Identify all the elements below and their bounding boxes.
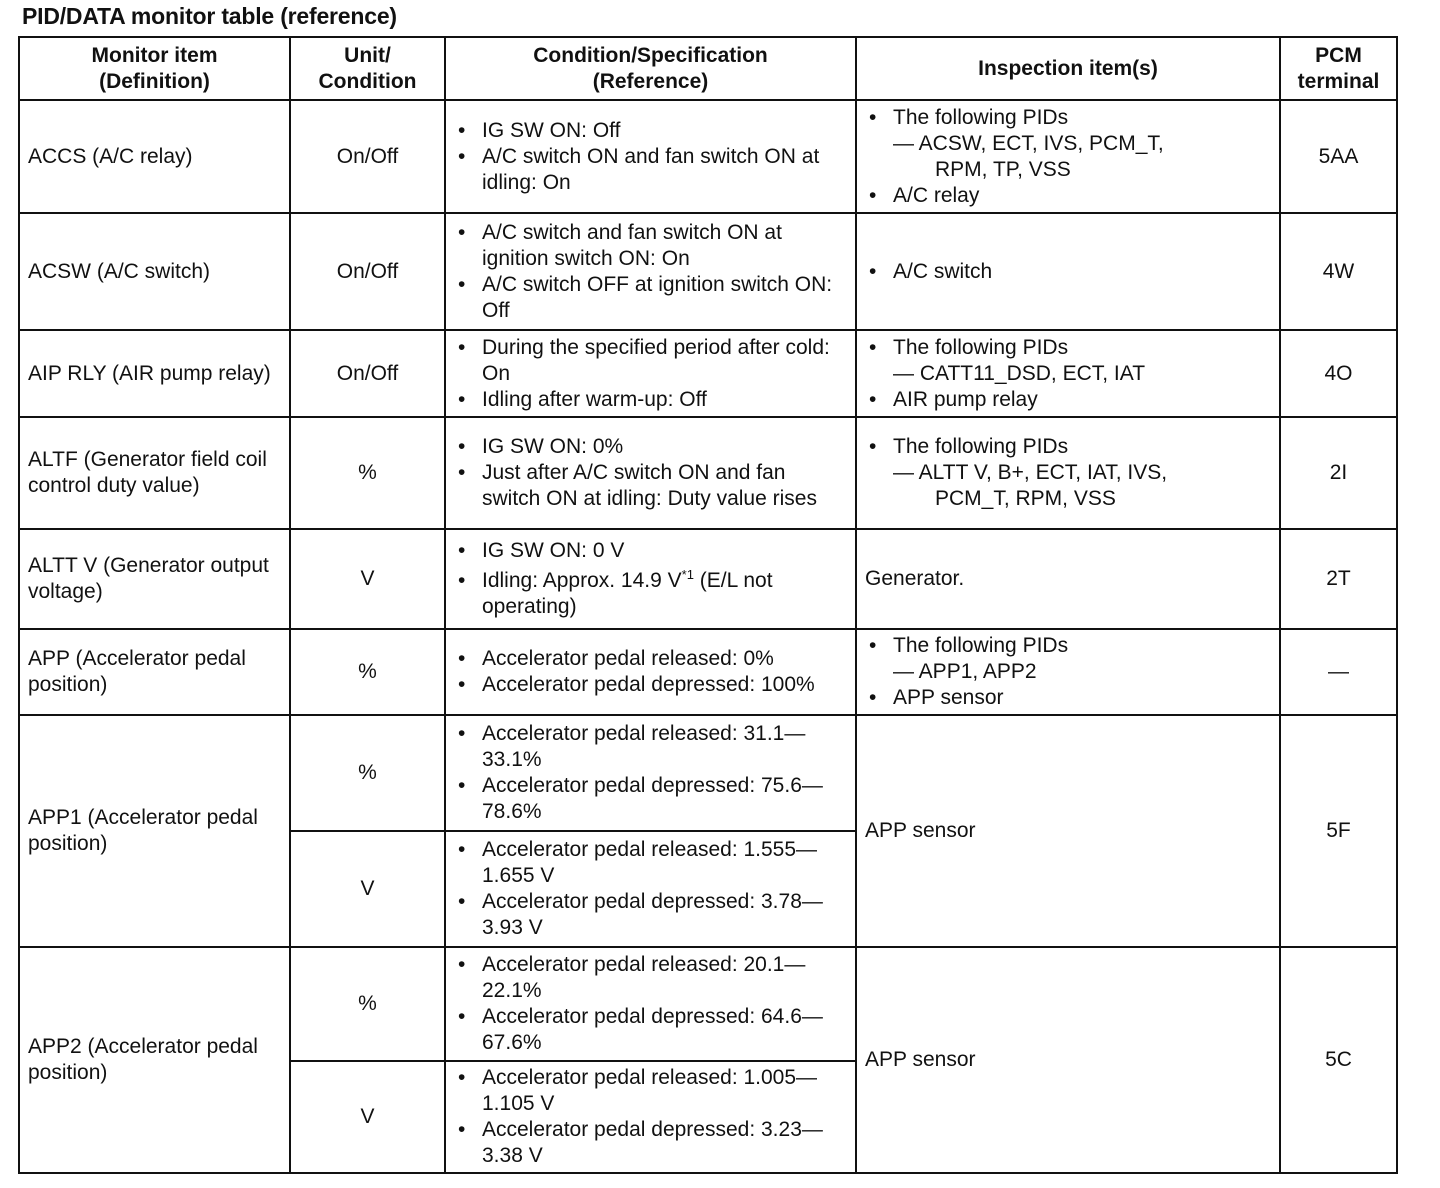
condition-text: (E/L not operating) — [482, 569, 773, 618]
condition-bullet: • Accelerator pedal depressed: 75.6—78.6% — [454, 773, 847, 825]
inspection-bullet: • A/C relay — [865, 183, 1271, 209]
table-row-altf — [19, 417, 1397, 529]
condition-spec — [445, 529, 856, 629]
monitor-item: APP (Accelerator pedal position) — [19, 629, 290, 715]
unit-condition: V — [290, 831, 445, 947]
unit-condition: V — [290, 529, 445, 629]
condition-bullet: • Accelerator pedal depressed: 3.23—3.38 V — [454, 1117, 847, 1169]
inspection-bullet: • AIR pump relay — [865, 387, 1271, 413]
condition-spec — [445, 417, 856, 529]
monitor-item: ALTF (Generator field coil control duty value) — [19, 417, 290, 529]
pid-list-line: — ACSW, ECT, IVS, PCM_T, — [893, 131, 1164, 155]
table-row-app2 — [19, 947, 1397, 1061]
unit-condition: On/Off — [290, 330, 445, 417]
pcm-terminal: 5F — [1280, 715, 1397, 947]
pcm-terminal: 2I — [1280, 417, 1397, 529]
unit-condition: V — [290, 1061, 445, 1173]
unit-condition: On/Off — [290, 213, 445, 330]
condition-bullet: • Accelerator pedal released: 1.005—1.105 V — [454, 1065, 847, 1117]
condition-bullet: • Accelerator pedal released: 0% — [454, 646, 847, 672]
monitor-item: ACCS (A/C relay) — [19, 100, 290, 213]
unit-condition: % — [290, 417, 445, 529]
condition-bullet: • IG SW ON: 0% — [454, 434, 847, 460]
unit-condition: % — [290, 629, 445, 715]
inspection-items: APP sensor — [856, 947, 1280, 1173]
inspection-bullet: • A/C switch — [865, 259, 1271, 285]
monitor-item: AIP RLY (AIR pump relay) — [19, 330, 290, 417]
condition-spec — [445, 715, 856, 831]
table-row-app — [19, 629, 1397, 715]
inspection-bullet: • The following PIDs — [865, 105, 1271, 131]
condition-spec — [445, 213, 856, 330]
inspection-items — [856, 100, 1280, 213]
condition-bullet: • Accelerator pedal depressed: 64.6—67.6% — [454, 1004, 847, 1056]
inspection-items — [856, 629, 1280, 715]
unit-condition: % — [290, 715, 445, 831]
header-monitor-item: Monitor item (Definition) — [19, 37, 290, 100]
monitor-item: ACSW (A/C switch) — [19, 213, 290, 330]
condition-bullet — [454, 568, 847, 620]
condition-spec — [445, 1061, 856, 1173]
condition-text: Idling: Approx. 14.9 V — [482, 569, 682, 592]
inspection-bullet: • The following PIDs — [865, 335, 1271, 361]
condition-bullet: • During the specified period after cold: On — [454, 335, 847, 387]
table-row-altt-v — [19, 529, 1397, 629]
pcm-terminal: 4W — [1280, 213, 1397, 330]
page-title: PID/DATA monitor table (reference) — [22, 3, 397, 29]
inspection-items: Generator. — [856, 529, 1280, 629]
pid-list-line: — ALTT V, B+, ECT, IAT, IVS, — [893, 461, 1168, 484]
pid-list-line: RPM, TP, VSS — [935, 157, 1071, 181]
condition-bullet: • IG SW ON: Off — [454, 118, 847, 144]
condition-spec — [445, 947, 856, 1061]
condition-spec — [445, 629, 856, 715]
table-row-accs — [19, 100, 1397, 213]
condition-bullet: • A/C switch OFF at ignition switch ON: Off — [454, 272, 847, 324]
table-row-app1 — [19, 715, 1397, 831]
inspection-items — [856, 330, 1280, 417]
inspection-items — [856, 213, 1280, 330]
unit-condition: On/Off — [290, 100, 445, 213]
unit-condition: % — [290, 947, 445, 1061]
pcm-terminal: 4O — [1280, 330, 1397, 417]
condition-bullet: • Accelerator pedal released: 1.555—1.655 V — [454, 837, 847, 889]
condition-bullet: • Accelerator pedal depressed: 3.78—3.93 V — [454, 889, 847, 941]
condition-bullet: • Idling after warm-up: Off — [454, 387, 847, 413]
pcm-terminal: 2T — [1280, 529, 1397, 629]
inspection-bullet: • The following PIDs — [865, 633, 1271, 659]
inspection-bullet: • The following PIDs — [865, 434, 1271, 460]
pid-list-line: PCM_T, RPM, VSS — [935, 487, 1116, 510]
header-unit-condition: Unit/ Condition — [290, 37, 445, 100]
pcm-terminal: 5C — [1280, 947, 1397, 1173]
condition-bullet: • Accelerator pedal released: 31.1—33.1% — [454, 721, 847, 773]
monitor-item: ALTT V (Generator output voltage) — [19, 529, 290, 629]
pcm-terminal: — — [1280, 629, 1397, 715]
header-pcm-terminal: PCM terminal — [1280, 37, 1397, 100]
condition-bullet: • Accelerator pedal depressed: 100% — [454, 672, 847, 698]
condition-bullet: • Accelerator pedal released: 20.1—22.1% — [454, 952, 847, 1004]
inspection-items: APP sensor — [856, 715, 1280, 947]
table-row-acsw — [19, 213, 1397, 330]
header-condition-specification: Condition/Specification (Reference) — [445, 37, 856, 100]
monitor-item: APP1 (Accelerator pedal position) — [19, 715, 290, 947]
condition-bullet: • A/C switch ON and fan switch ON at idling: On — [454, 144, 847, 196]
footnote-marker: *1 — [681, 567, 694, 582]
pid-list-line: — APP1, APP2 — [893, 660, 1037, 683]
header-row — [19, 37, 1397, 100]
inspection-items — [856, 417, 1280, 529]
inspection-bullet: • APP sensor — [865, 685, 1271, 711]
pid-monitor-table — [18, 36, 1398, 1174]
table-row-aip-rly — [19, 330, 1397, 417]
pcm-terminal: 5AA — [1280, 100, 1397, 213]
condition-bullet: • Just after A/C switch ON and fan switch ON at idling: Duty value rises — [454, 460, 847, 512]
pid-list-line: — CATT11_DSD, ECT, IAT — [893, 361, 1146, 385]
condition-spec — [445, 100, 856, 213]
condition-spec — [445, 831, 856, 947]
monitor-item: APP2 (Accelerator pedal position) — [19, 947, 290, 1173]
condition-bullet: • A/C switch and fan switch ON at ignition switch ON: On — [454, 220, 847, 272]
condition-bullet: • IG SW ON: 0 V — [454, 538, 847, 564]
header-inspection-items: Inspection item(s) — [856, 37, 1280, 100]
condition-spec — [445, 330, 856, 417]
